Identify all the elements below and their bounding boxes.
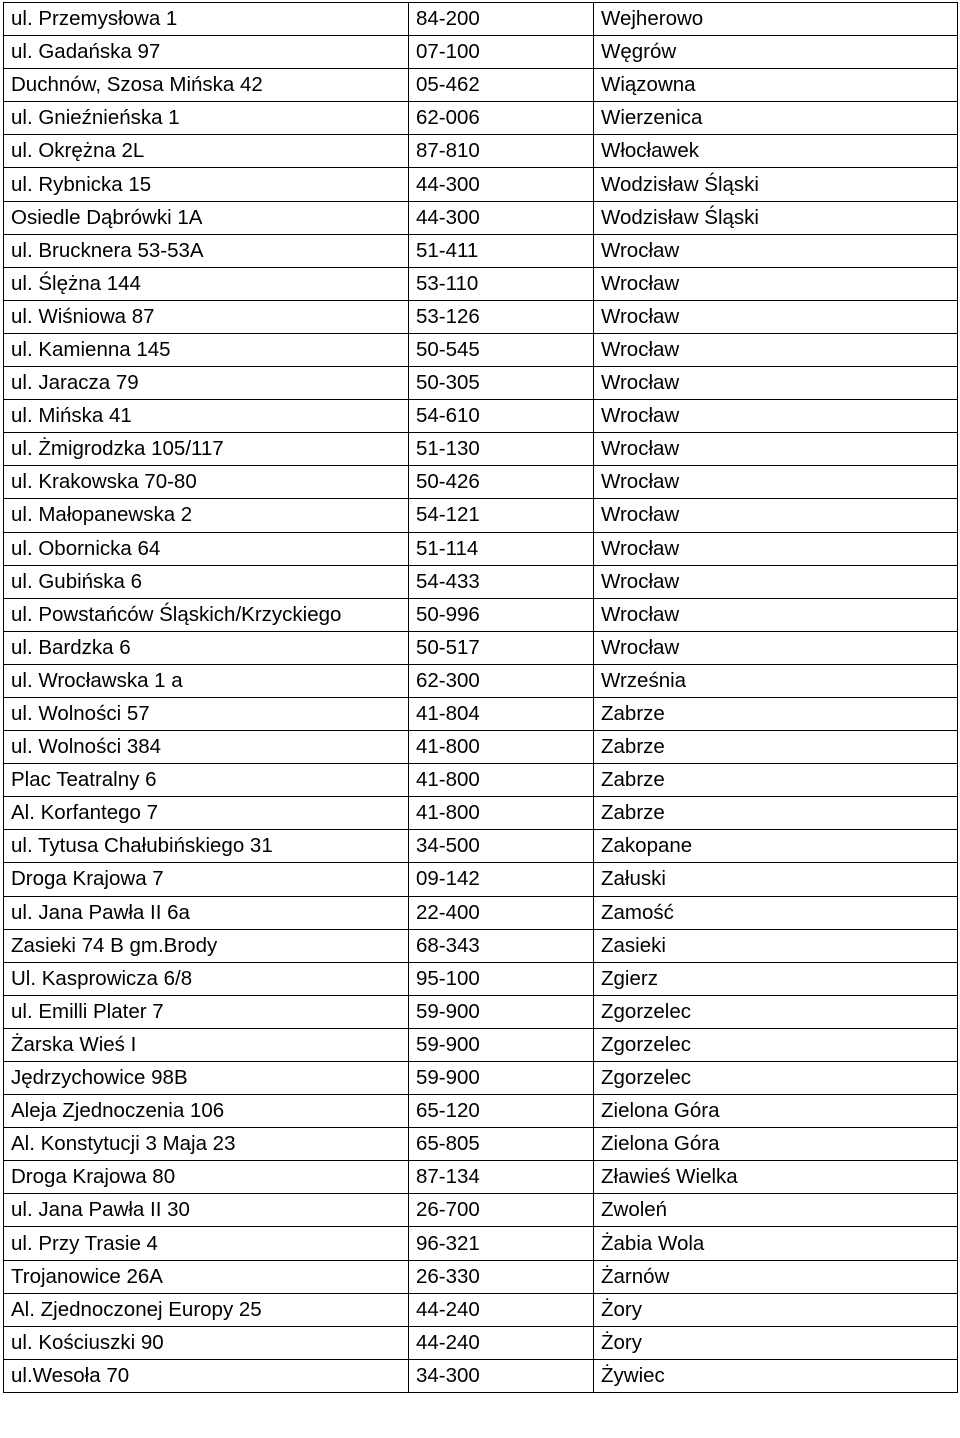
- table-row: [4, 598, 958, 631]
- address-cell: ul. Przy Trasie 4: [4, 1227, 409, 1260]
- table-row: [4, 201, 958, 234]
- table-row: [4, 830, 958, 863]
- postal-code-cell: 09-142: [409, 863, 594, 896]
- table-row: [4, 697, 958, 730]
- table-row: [4, 1161, 958, 1194]
- address-cell: Duchnów, Szosa Mińska 42: [4, 69, 409, 102]
- city-cell: Żory: [594, 1293, 958, 1326]
- postal-code-cell: 96-321: [409, 1227, 594, 1260]
- city-cell: Wierzenica: [594, 102, 958, 135]
- city-cell: Zasieki: [594, 929, 958, 962]
- address-cell: ul. Mińska 41: [4, 400, 409, 433]
- city-cell: Wrocław: [594, 466, 958, 499]
- address-table-body: [4, 3, 958, 1393]
- address-cell: Al. Konstytucji 3 Maja 23: [4, 1128, 409, 1161]
- postal-code-cell: 54-610: [409, 400, 594, 433]
- address-cell: ul. Obornicka 64: [4, 532, 409, 565]
- table-row: [4, 1095, 958, 1128]
- city-cell: Wejherowo: [594, 3, 958, 36]
- postal-code-cell: 54-433: [409, 565, 594, 598]
- postal-code-cell: 59-900: [409, 995, 594, 1028]
- postal-code-cell: 34-500: [409, 830, 594, 863]
- address-cell: Ul. Kasprowicza 6/8: [4, 962, 409, 995]
- postal-code-cell: 51-411: [409, 234, 594, 267]
- table-row: [4, 1326, 958, 1359]
- table-row: [4, 333, 958, 366]
- city-cell: Zgorzelec: [594, 1028, 958, 1061]
- table-row: [4, 36, 958, 69]
- city-cell: Wrocław: [594, 433, 958, 466]
- table-row: [4, 1359, 958, 1392]
- address-cell: ul. Tytusa Chałubińskiego 31: [4, 830, 409, 863]
- postal-code-cell: 87-134: [409, 1161, 594, 1194]
- city-cell: Wiązowna: [594, 69, 958, 102]
- city-cell: Węgrów: [594, 36, 958, 69]
- table-row: [4, 532, 958, 565]
- city-cell: Wrocław: [594, 532, 958, 565]
- table-row: [4, 300, 958, 333]
- table-row: [4, 135, 958, 168]
- table-row: [4, 1227, 958, 1260]
- table-row: [4, 69, 958, 102]
- table-row: [4, 764, 958, 797]
- address-cell: Al. Korfantego 7: [4, 797, 409, 830]
- address-cell: ul. Wolności 384: [4, 731, 409, 764]
- address-cell: ul. Wolności 57: [4, 697, 409, 730]
- table-row: [4, 499, 958, 532]
- table-row: [4, 1128, 958, 1161]
- postal-code-cell: 51-130: [409, 433, 594, 466]
- postal-code-cell: 51-114: [409, 532, 594, 565]
- city-cell: Wrocław: [594, 565, 958, 598]
- city-cell: Wrocław: [594, 598, 958, 631]
- address-cell: ul. Wrocławska 1 a: [4, 664, 409, 697]
- table-row: [4, 1194, 958, 1227]
- table-row: [4, 3, 958, 36]
- address-cell: Osiedle Dąbrówki 1A: [4, 201, 409, 234]
- postal-code-cell: 59-900: [409, 1028, 594, 1061]
- postal-code-cell: 53-126: [409, 300, 594, 333]
- address-cell: ul. Emilli Plater 7: [4, 995, 409, 1028]
- city-cell: Żabia Wola: [594, 1227, 958, 1260]
- address-cell: ul. Gnieźnieńska 1: [4, 102, 409, 135]
- address-cell: ul. Powstańców Śląskich/Krzyckiego: [4, 598, 409, 631]
- address-cell: ul. Gubińska 6: [4, 565, 409, 598]
- postal-code-cell: 84-200: [409, 3, 594, 36]
- table-row: [4, 1293, 958, 1326]
- table-row: [4, 267, 958, 300]
- postal-code-cell: 41-804: [409, 697, 594, 730]
- city-cell: Zamość: [594, 896, 958, 929]
- city-cell: Wrocław: [594, 367, 958, 400]
- postal-code-cell: 50-305: [409, 367, 594, 400]
- address-cell: ul. Bardzka 6: [4, 631, 409, 664]
- table-row: [4, 929, 958, 962]
- postal-code-cell: 50-996: [409, 598, 594, 631]
- postal-code-cell: 50-426: [409, 466, 594, 499]
- address-cell: ul. Małopanewska 2: [4, 499, 409, 532]
- address-cell: Zasieki 74 B gm.Brody: [4, 929, 409, 962]
- table-row: [4, 1062, 958, 1095]
- table-row: [4, 962, 958, 995]
- city-cell: Zławieś Wielka: [594, 1161, 958, 1194]
- address-cell: ul. Jana Pawła II 6a: [4, 896, 409, 929]
- address-cell: ul. Wiśniowa 87: [4, 300, 409, 333]
- table-row: [4, 1260, 958, 1293]
- city-cell: Wrocław: [594, 267, 958, 300]
- table-row: [4, 565, 958, 598]
- city-cell: Żywiec: [594, 1359, 958, 1392]
- postal-code-cell: 41-800: [409, 764, 594, 797]
- table-row: [4, 863, 958, 896]
- postal-code-cell: 44-240: [409, 1326, 594, 1359]
- table-row: [4, 995, 958, 1028]
- address-cell: ul. Rybnicka 15: [4, 168, 409, 201]
- city-cell: Zabrze: [594, 764, 958, 797]
- postal-code-cell: 41-800: [409, 797, 594, 830]
- city-cell: Zabrze: [594, 731, 958, 764]
- city-cell: Zgierz: [594, 962, 958, 995]
- postal-code-cell: 59-900: [409, 1062, 594, 1095]
- postal-code-cell: 62-300: [409, 664, 594, 697]
- table-row: [4, 1028, 958, 1061]
- table-row: [4, 664, 958, 697]
- table-row: [4, 896, 958, 929]
- city-cell: Zgorzelec: [594, 995, 958, 1028]
- city-cell: Żory: [594, 1326, 958, 1359]
- postal-code-cell: 62-006: [409, 102, 594, 135]
- address-cell: ul. Jana Pawła II 30: [4, 1194, 409, 1227]
- city-cell: Wrocław: [594, 499, 958, 532]
- postal-code-cell: 22-400: [409, 896, 594, 929]
- address-cell: Trojanowice 26A: [4, 1260, 409, 1293]
- city-cell: Zabrze: [594, 797, 958, 830]
- postal-code-cell: 54-121: [409, 499, 594, 532]
- address-cell: ul. Ślężna 144: [4, 267, 409, 300]
- table-row: [4, 731, 958, 764]
- address-cell: Aleja Zjednoczenia 106: [4, 1095, 409, 1128]
- postal-code-cell: 26-700: [409, 1194, 594, 1227]
- postal-code-cell: 50-545: [409, 333, 594, 366]
- city-cell: Wrocław: [594, 631, 958, 664]
- city-cell: Załuski: [594, 863, 958, 896]
- address-cell: ul. Żmigrodzka 105/117: [4, 433, 409, 466]
- table-row: [4, 400, 958, 433]
- table-row: [4, 367, 958, 400]
- postal-code-cell: 34-300: [409, 1359, 594, 1392]
- address-cell: ul. Jaracza 79: [4, 367, 409, 400]
- address-cell: ul. Przemysłowa 1: [4, 3, 409, 36]
- postal-code-cell: 41-800: [409, 731, 594, 764]
- address-cell: ul. Okrężna 2L: [4, 135, 409, 168]
- city-cell: Zgorzelec: [594, 1062, 958, 1095]
- city-cell: Wodzisław Śląski: [594, 168, 958, 201]
- address-cell: Droga Krajowa 80: [4, 1161, 409, 1194]
- city-cell: Wrocław: [594, 234, 958, 267]
- address-cell: ul. Gadańska 97: [4, 36, 409, 69]
- city-cell: Włocławek: [594, 135, 958, 168]
- city-cell: Zielona Góra: [594, 1095, 958, 1128]
- postal-code-cell: 44-240: [409, 1293, 594, 1326]
- postal-code-cell: 53-110: [409, 267, 594, 300]
- address-cell: Al. Zjednoczonej Europy 25: [4, 1293, 409, 1326]
- postal-code-cell: 26-330: [409, 1260, 594, 1293]
- address-table: [3, 2, 958, 1393]
- address-cell: Droga Krajowa 7: [4, 863, 409, 896]
- table-row: [4, 234, 958, 267]
- postal-code-cell: 87-810: [409, 135, 594, 168]
- city-cell: Wrocław: [594, 300, 958, 333]
- address-cell: ul. Kościuszki 90: [4, 1326, 409, 1359]
- city-cell: Zielona Góra: [594, 1128, 958, 1161]
- postal-code-cell: 05-462: [409, 69, 594, 102]
- city-cell: Zakopane: [594, 830, 958, 863]
- table-row: [4, 433, 958, 466]
- address-cell: Plac Teatralny 6: [4, 764, 409, 797]
- address-cell: Żarska Wieś I: [4, 1028, 409, 1061]
- city-cell: Żarnów: [594, 1260, 958, 1293]
- city-cell: Wrocław: [594, 400, 958, 433]
- address-cell: ul. Kamienna 145: [4, 333, 409, 366]
- table-row: [4, 631, 958, 664]
- table-row: [4, 102, 958, 135]
- address-cell: ul. Brucknera 53-53A: [4, 234, 409, 267]
- city-cell: Zwoleń: [594, 1194, 958, 1227]
- postal-code-cell: 65-805: [409, 1128, 594, 1161]
- table-row: [4, 168, 958, 201]
- city-cell: Wrocław: [594, 333, 958, 366]
- postal-code-cell: 95-100: [409, 962, 594, 995]
- postal-code-cell: 65-120: [409, 1095, 594, 1128]
- postal-code-cell: 07-100: [409, 36, 594, 69]
- city-cell: Września: [594, 664, 958, 697]
- postal-code-cell: 44-300: [409, 168, 594, 201]
- postal-code-cell: 44-300: [409, 201, 594, 234]
- city-cell: Wodzisław Śląski: [594, 201, 958, 234]
- address-cell: ul. Krakowska 70-80: [4, 466, 409, 499]
- address-cell: Jędrzychowice 98B: [4, 1062, 409, 1095]
- address-cell: ul.Wesoła 70: [4, 1359, 409, 1392]
- table-row: [4, 466, 958, 499]
- postal-code-cell: 50-517: [409, 631, 594, 664]
- city-cell: Zabrze: [594, 697, 958, 730]
- postal-code-cell: 68-343: [409, 929, 594, 962]
- table-row: [4, 797, 958, 830]
